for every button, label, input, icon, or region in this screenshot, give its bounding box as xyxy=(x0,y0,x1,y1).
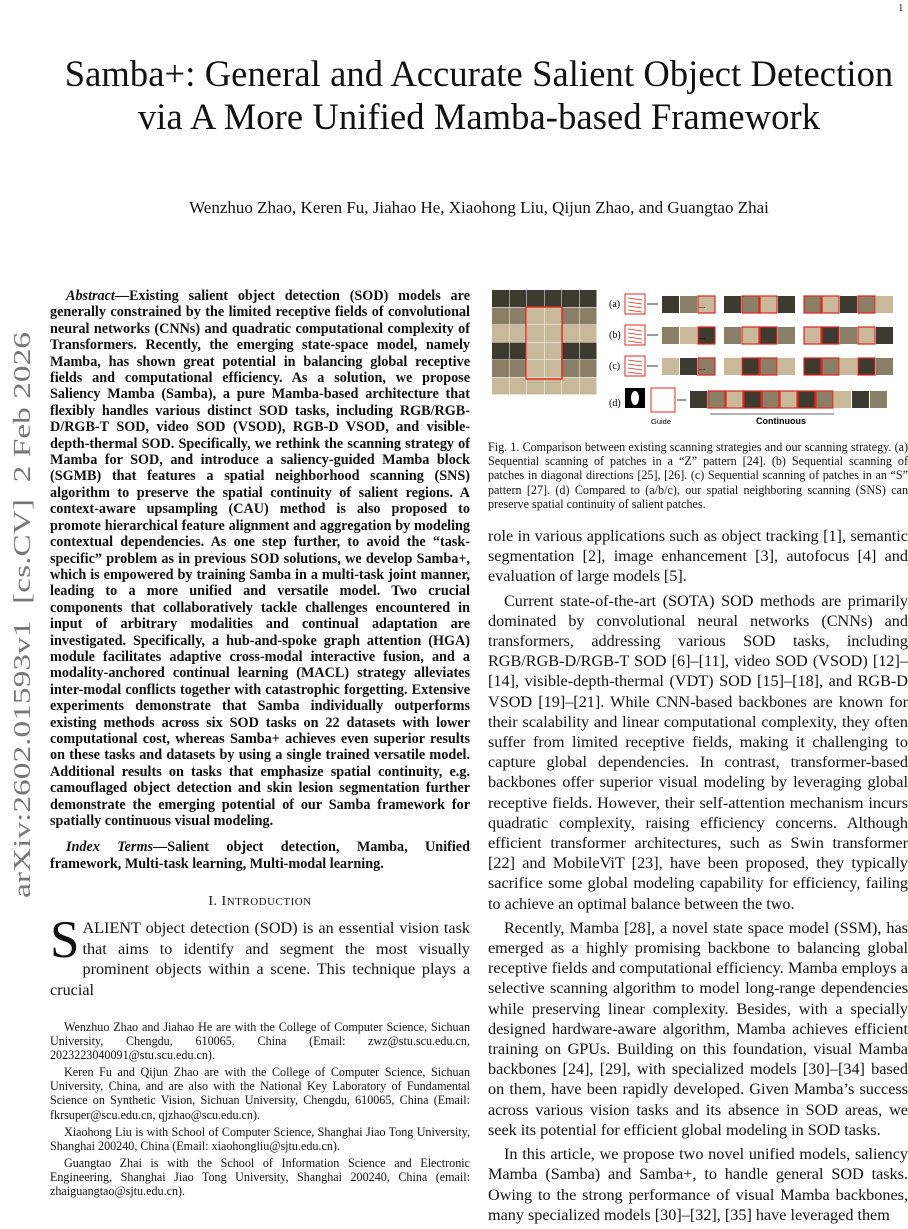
scan-path-line xyxy=(628,364,642,366)
patch-tile xyxy=(580,378,597,395)
footnote: Xiaohong Liu is with School of Computer Science, Shanghai Jiao Tong University, Shanghai 200240, China (Email: xiaohongliu@sjtu.edu.cn). xyxy=(50,1124,470,1153)
figure-caption: Fig. 1. Comparison between existing scanning strategies and our scanning strategy. (a) Sequential scanning of patches in a “Z” pattern [24]. (b) Sequential scanning of patches in diagonal directions [25], [26]. (c) Sequential scanning of patches in an “S” pattern [27]. (d) Compared to (a/b/c), our spatial neighboring scanning (SNS) can preserve spatial continuity of salient patches. xyxy=(488,440,908,511)
footnote: Wenzhuo Zhao and Jiahao He are with the College of Computer Science, Sichuan University, Chengdu, 610065, China (Email: zwz@stu.scu.edu.cn, 2023223040091@stu.scu.edu.cn). xyxy=(50,1020,470,1063)
patch-tile xyxy=(580,290,597,307)
patch-tile xyxy=(562,378,579,395)
sequence-patch xyxy=(680,296,697,313)
paper-title: Samba+: General and Accurate Salient Object Detection via A More Unified Mamba-based Framework xyxy=(64,53,894,137)
right-column-body xyxy=(488,526,908,1229)
patch-tile xyxy=(492,343,509,360)
sequence-patch xyxy=(876,296,893,313)
index-terms xyxy=(50,839,470,872)
sequence-patch xyxy=(804,327,821,344)
patch-tile xyxy=(492,325,509,342)
sequence-patch xyxy=(724,296,741,313)
sequence-patch xyxy=(742,358,759,375)
abstract-text: —Existing salient object detection (SOD) models are generally constrained by the limited receptive fields of convolutional neural networks (CNNs) and quadratic computational complexity of Transformers. Recently, the emerging state-space model, namely Mamba, has shown great potential in balancing global receptive fields and computational efficiency. As a solution, we propose Saliency Mamba (Samba), a pure Mamba-based architecture that flexibly handles various distinct SOD tasks, including RGB/RGB-D/RGB-T SOD, video SOD (VSOD), RGB-D VSOD, and visible-depth-thermal SOD. Specifically, we rethink the scanning strategy of Mamba for SOD, and introduce a saliency-guided Mamba block (SGMB) that features a spatial neighborhood scanning (SNS) algorithm to preserve the spatial continuity of salient regions. A context-aware upsampling (CAU) method is also proposed to promote hierarchical feature alignment and aggregation by modeling contextual dependencies. As one step further, to avoid the “task-specific” problem as in previous SOD solutions, we develop Samba+, which is empowered by training Samba in a multi-task joint manner, leading to a more unified and versatile model. Two crucial components that collaboratively tackle challenges encountered in input of arbitrary modalities and continual adaptation are investigated. Specifically, a hub-and-spoke graph attention (HGA) module facilitates adaptive cross-modal interactive fusion, and a modality-anchored continual learning (MACL) strategy alleviates inter-modal conflicts together with catastrophic forgetting. Extensive experiments demonstrate that Samba individually outperforms existing methods across six SOD tasks on 22 datasets with lower computational cost, whereas Samba+ achieves even superior results on these tasks and datasets by using a single trained versatile model. Additional results on tasks that emphasize spatial continuity, e.g. camouflaged object detection and skin lesion segmentation further demonstrate the emerging potential of our Samba framework for spatially continuous visual modeling. xyxy=(50,288,470,829)
sns-pattern-icon xyxy=(651,388,675,412)
patch-tile xyxy=(492,360,509,377)
sequence-patch xyxy=(762,391,779,408)
sequence-patch xyxy=(804,358,821,375)
patch-tile xyxy=(545,360,562,377)
sequence-patch xyxy=(840,296,857,313)
sequence-patch xyxy=(876,358,893,375)
scan-path-line xyxy=(628,333,642,335)
patch-grid-image xyxy=(492,290,597,395)
sequence-patch xyxy=(742,327,759,344)
index-terms-label: Index Terms xyxy=(66,839,154,856)
patch-tile xyxy=(580,325,597,342)
ellipsis: ... xyxy=(699,301,705,310)
continuous-label: Continuous xyxy=(756,416,806,426)
row-label-d: (d) xyxy=(609,398,621,409)
sequence-patch xyxy=(870,391,887,408)
patch-tile xyxy=(527,325,544,342)
sequence-patch xyxy=(858,327,875,344)
guide-mask-object xyxy=(631,391,639,405)
sequence-patch xyxy=(662,296,679,313)
patch-tile xyxy=(510,343,527,360)
sequence-patch xyxy=(778,358,795,375)
scan-path-line xyxy=(628,302,642,304)
scan-path-line xyxy=(628,341,642,343)
patch-tile xyxy=(562,308,579,325)
sequence-patch xyxy=(822,358,839,375)
sequence-patch xyxy=(876,327,893,344)
patch-tile xyxy=(510,308,527,325)
sequence-patch xyxy=(680,358,697,375)
figure-scanning-strategies xyxy=(488,288,908,428)
scan-path-line xyxy=(628,337,642,339)
sequence-patch xyxy=(708,391,725,408)
ellipsis: ... xyxy=(699,332,705,341)
sequence-patch xyxy=(778,327,795,344)
abstract-label: Abstract xyxy=(66,288,115,304)
sequence-patch xyxy=(852,391,869,408)
scan-path-line xyxy=(628,306,642,308)
left-column xyxy=(50,288,470,1000)
patch-tile xyxy=(527,290,544,307)
sequence-patch xyxy=(822,327,839,344)
body-paragraph: In this article, we propose two novel unified models, saliency Mamba (Samba) and Samba+, to handle general SOD tasks. Owing to the strong performance of visual Mamba backbones, many specialized models [30]–[32], [35] have leveraged them xyxy=(488,1145,908,1224)
index-terms-text: —Salient object detection, Mamba, Unified framework, Multi-task learning, Multi-modal learning. xyxy=(50,839,470,872)
patch-tile xyxy=(545,325,562,342)
intro-text: ALIENT object detection (SOD) is an essential vision task that aims to identify and segment the most visually prominent objects within a scene. This technique plays a crucial xyxy=(50,919,470,999)
footnote: Keren Fu and Qijun Zhao are with the College of Computer Science, Sichuan University, China, and are also with the National Key Laboratory of Fundamental Science on Synthetic Vision, Sichuan University, Chengdu, 610065, China (Email: fkrsuper@scu.edu.cn, qjzhao@scu.edu.cn). xyxy=(50,1065,470,1122)
sequence-patch xyxy=(798,391,815,408)
sequence-patch xyxy=(724,358,741,375)
patch-tile xyxy=(580,308,597,325)
sequence-patch xyxy=(726,391,743,408)
patch-tile xyxy=(527,343,544,360)
sequence-patch xyxy=(760,358,777,375)
patch-tile xyxy=(562,325,579,342)
sequence-patch xyxy=(742,296,759,313)
section-title-rest: NTRODUCTION xyxy=(226,896,312,909)
arxiv-stamp xyxy=(8,332,36,898)
guide-label: Guide xyxy=(651,417,672,426)
intro-paragraph xyxy=(50,911,470,1000)
patch-tile xyxy=(492,308,509,325)
section-numeral: I. xyxy=(208,894,218,910)
footnotes xyxy=(50,1020,470,1201)
section-heading-introduction xyxy=(50,894,470,910)
patch-tile xyxy=(510,360,527,377)
sequence-patch xyxy=(690,391,707,408)
sequence-patch xyxy=(760,296,777,313)
patch-tile xyxy=(527,308,544,325)
patch-tile xyxy=(580,360,597,377)
patch-tile xyxy=(492,290,509,307)
sequence-patch xyxy=(778,296,795,313)
sequence-patch xyxy=(680,327,697,344)
scan-path-line xyxy=(628,360,642,362)
ellipsis: ... xyxy=(699,363,705,372)
patch-tile xyxy=(545,378,562,395)
body-paragraph: Recently, Mamba [28], a novel state space model (SSM), has emerged as a highly promising backbone to balancing global receptive fields and computational efficiency. Mamba employs a selective scanning algorithm to model long-range dependencies while preserving linear complexity. Besides, with a specially designed hardware-aware algorithm, Mamba achieves efficient training on GPUs. Building on this foundation, visual Mamba backbones [24], [29], with specialized models [30]–[34] based on them, have been rapidly developed. Given Mamba’s success across various vision tasks and its absence in SOD areas, we seek its potential for efficient global modeling in SOD tasks. xyxy=(488,918,908,1139)
sequence-patch xyxy=(840,358,857,375)
row-label-a: (a) xyxy=(609,299,621,310)
scan-path-line xyxy=(628,368,642,370)
page-number: 1 xyxy=(898,2,904,14)
scan-path-line xyxy=(628,310,642,312)
abstract xyxy=(50,288,470,829)
dropcap: S xyxy=(50,911,80,970)
sequence-patch xyxy=(724,327,741,344)
patch-tile xyxy=(527,378,544,395)
sequence-patch xyxy=(662,327,679,344)
row-label-b: (b) xyxy=(609,330,621,341)
sequence-patch xyxy=(760,327,777,344)
patch-tile xyxy=(510,378,527,395)
scan-path-line xyxy=(628,298,642,300)
patch-tile xyxy=(580,343,597,360)
scan-path-line xyxy=(628,329,642,331)
footnote: Guangtao Zhai is with the School of Information Science and Electronic Engineering, Shanghai Jiao Tong University, Shanghai 200240, China (email: zhaiguangtao@sjtu.edu.cn). xyxy=(50,1155,470,1199)
sequence-patch xyxy=(858,358,875,375)
sequence-patch xyxy=(840,327,857,344)
sequence-patch xyxy=(662,358,679,375)
author-list: Wenzhuo Zhao, Keren Fu, Jiahao He, Xiaohong Liu, Qijun Zhao, and Guangtao Zhai xyxy=(189,198,769,217)
sequence-patch xyxy=(858,296,875,313)
patch-tile xyxy=(562,360,579,377)
sequence-patch xyxy=(804,296,821,313)
row-label-c: (c) xyxy=(609,361,621,372)
patch-tile xyxy=(527,360,544,377)
body-paragraph: role in various applications such as object tracking [1], semantic segmentation [2], image enhancement [3], autofocus [4] and evaluation of large models [5]. xyxy=(488,527,908,586)
patch-tile xyxy=(562,290,579,307)
sequence-patch xyxy=(834,391,851,408)
patch-tile xyxy=(545,290,562,307)
sequence-patch xyxy=(780,391,797,408)
sequence-patch xyxy=(744,391,761,408)
scan-path-line xyxy=(628,372,642,374)
patch-tile xyxy=(562,343,579,360)
patch-tile xyxy=(492,378,509,395)
body-paragraph: Current state-of-the-art (SOTA) SOD methods are primarily dominated by convolutional neural networks (CNNs) and transformers, addressing various SOD tasks, including RGB/RGB-D/RGB-T SOD [6]–[11], video SOD (VSOD) [12]–[14], visible-depth-thermal (VDT) SOD [15]–[18], and RGB-D VSOD [19]–[21]. While CNN-based backbones are known for their scalability and linear computational complexity, they often suffer from limited receptive fields, making it challenging to capture global dependencies. In contrast, transformer-based backbones offer superior visual modeling by leveraging global receptive fields. However, their self-attention mechanism incurs quadratic complexity, raising efficiency concerns. Although efficient transformer architectures, such as Swin transformer [22] and MobileViT [23], have been proposed, they typically sacrifice some global modeling capability for efficiency, failing to achieve an optimal balance between the two. xyxy=(488,591,908,913)
section-title-initial: I xyxy=(221,894,227,910)
sequence-patch xyxy=(816,391,833,408)
arxiv-stamp-text: arXiv:2602.01593v1 [cs.CV] 2 Feb 2026 xyxy=(9,482,36,898)
patch-tile xyxy=(545,343,562,360)
sequence-patch xyxy=(822,296,839,313)
patch-tile xyxy=(510,325,527,342)
patch-tile xyxy=(545,308,562,325)
patch-tile xyxy=(510,290,527,307)
